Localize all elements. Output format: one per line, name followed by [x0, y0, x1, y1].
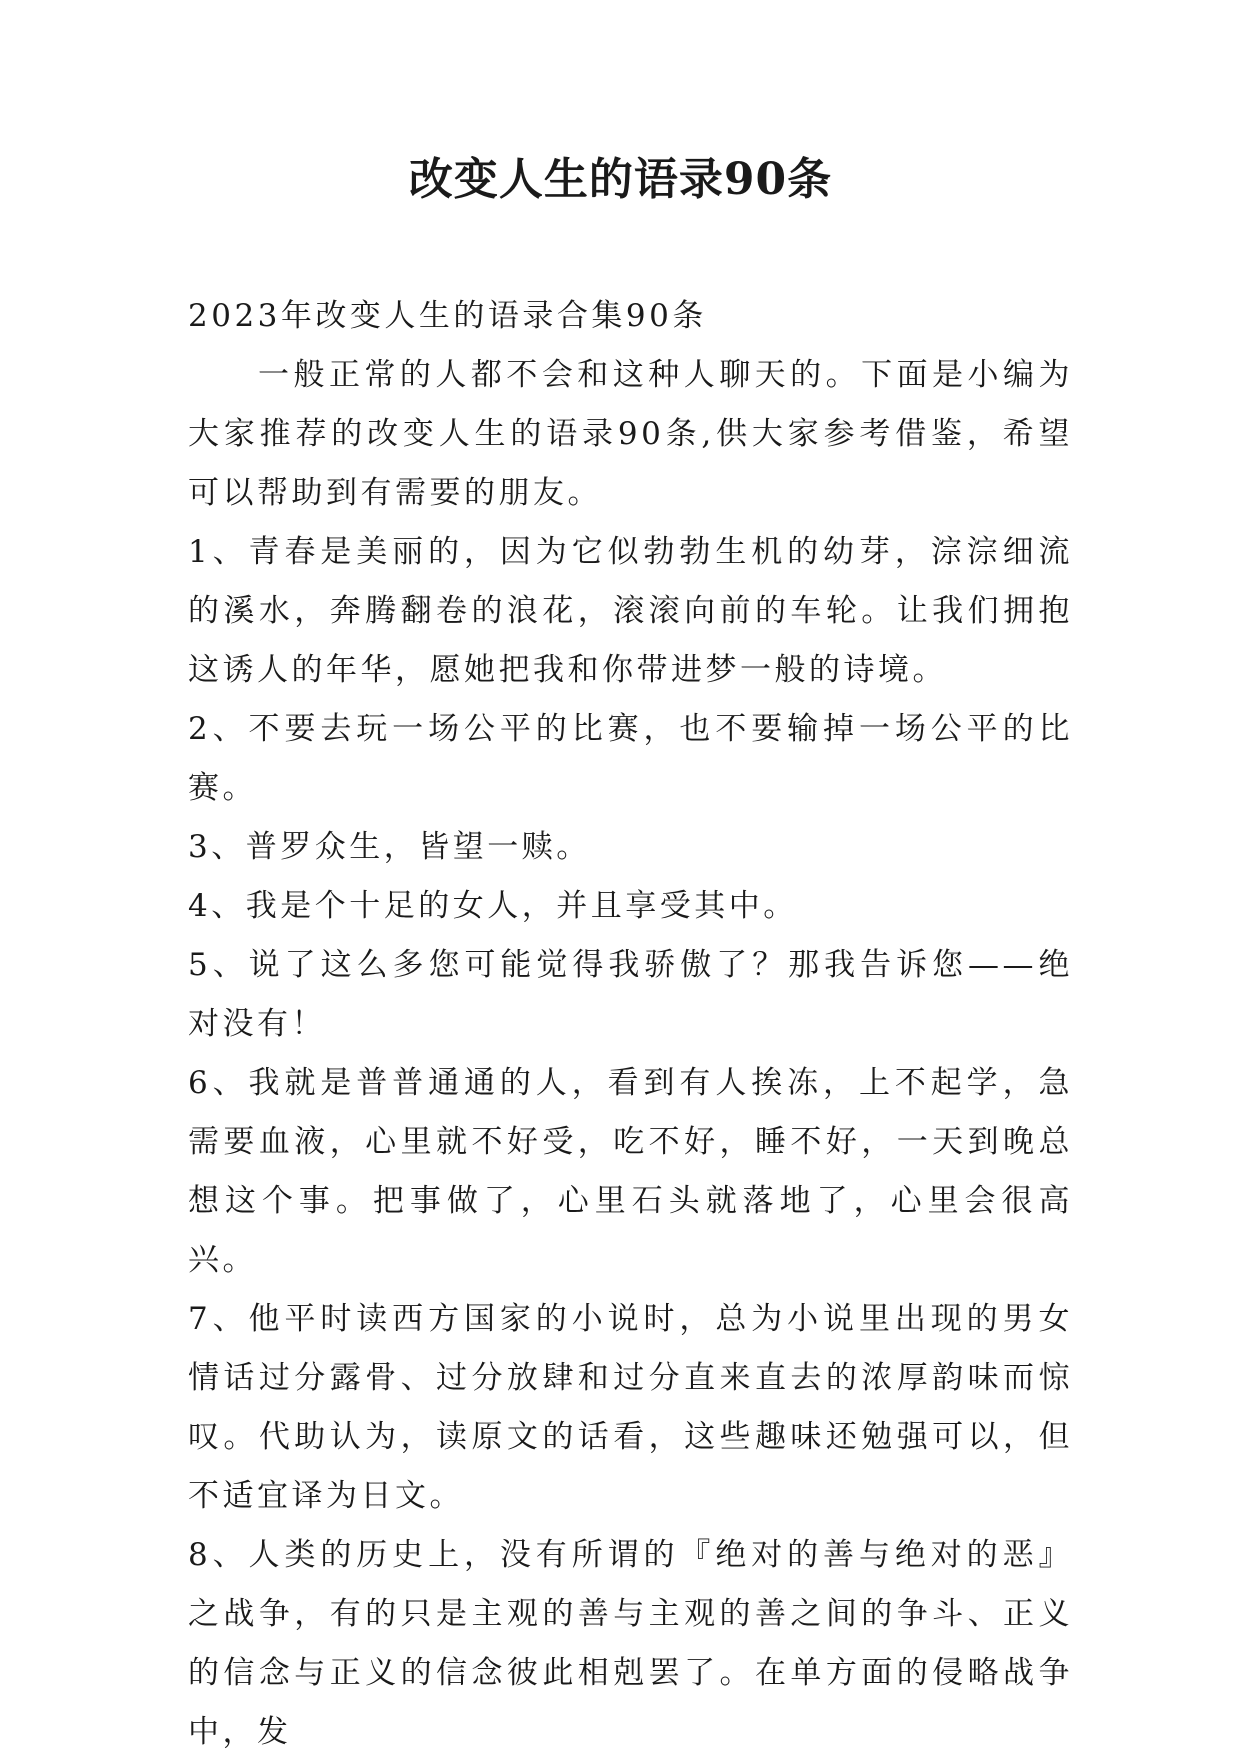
quote-item-7: 7、他平时读西方国家的小说时，总为小说里出现的男女情话过分露骨、过分放肆和过分直来直去的浓厚韵味而惊叹。代助认为，读原文的话看，这些趣味还勉强可以，但不适宜译为日文。 [188, 1301, 1073, 1514]
intro-paragraph: 一般正常的人都不会和这种人聊天的。下面是小编为大家推荐的改变人生的语录90条,供大家参考借鉴，希望可以帮助到有需要的朋友。 [188, 357, 1073, 511]
document-body [188, 287, 1073, 1762]
quote-item-1: 1、青春是美丽的，因为它似勃勃生机的幼芽，淙淙细流的溪水，奔腾翻卷的浪花，滚滚向前的车轮。让我们拥抱这诱人的年华，愿她把我和你带进梦一般的诗境。 [188, 534, 1073, 688]
quote-item-2: 2、不要去玩一场公平的比赛，也不要输掉一场公平的比赛。 [188, 711, 1073, 806]
quote-item-5: 5、说了这么多您可能觉得我骄傲了？那我告诉您——绝对没有！ [188, 947, 1073, 1042]
quote-item-3: 3、普罗众生，皆望一赎。 [188, 829, 591, 865]
document-title: 改变人生的语录90条 [408, 154, 833, 205]
quote-item-4: 4、我是个十足的女人，并且享受其中。 [188, 888, 798, 924]
document-subtitle: 2023年改变人生的语录合集90条 [188, 298, 707, 334]
quote-item-6: 6、我就是普普通通的人，看到有人挨冻，上不起学，急需要血液，心里就不好受，吃不好，睡不好，一天到晚总想这个事。把事做了，心里石头就落地了，心里会很高兴。 [188, 1065, 1073, 1278]
quote-item-8: 8、人类的历史上，没有所谓的『绝对的善与绝对的恶』之战争，有的只是主观的善与主观的善之间的争斗、正义的信念与正义的信念彼此相剋罢了。在单方面的侵略战争中，发 [188, 1537, 1073, 1750]
